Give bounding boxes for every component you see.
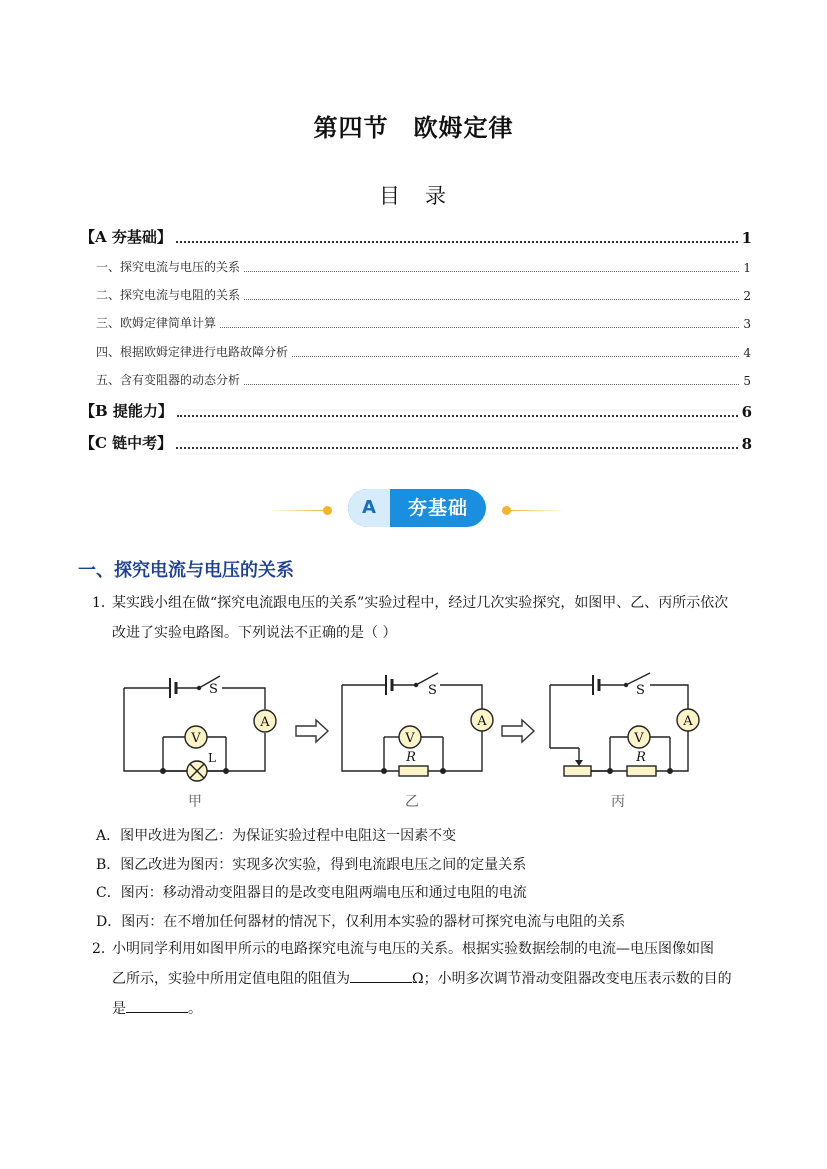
battery-icon bbox=[170, 678, 176, 698]
battery-icon bbox=[593, 675, 599, 695]
toc-entry-a2[interactable] bbox=[96, 286, 751, 303]
voltmeter-icon bbox=[628, 726, 650, 748]
toc-dot-leader bbox=[176, 447, 737, 449]
option-a[interactable]: A．图甲改进为图乙：为保证实验过程中电阻这一因素不变 bbox=[96, 828, 457, 844]
toc-entry-label: 三、欧姆定律简单计算 bbox=[96, 316, 217, 330]
banner-text: 夯基础 bbox=[407, 497, 468, 519]
toc-dot-leader bbox=[244, 271, 739, 272]
toc-page-number: 3 bbox=[743, 317, 751, 331]
section-banner bbox=[348, 489, 486, 527]
question-text: 小明同学利用如图甲所示的电路探究电流与电压的关系。根据实验数据绘制的电流—电压图像如图 bbox=[112, 941, 714, 957]
resistor-label: R bbox=[636, 750, 646, 765]
toc-entry-a[interactable] bbox=[80, 226, 752, 247]
toc-dot-leader bbox=[176, 241, 738, 243]
arrow-right-icon bbox=[502, 720, 534, 742]
toc-dot-leader bbox=[292, 356, 739, 357]
toc-entry-label: 二、探究电流与电阻的关系 bbox=[96, 288, 241, 302]
option-d[interactable]: D．图丙：在不增加任何器材的情况下，仅利用本实验的器材可探究电流与电阻的关系 bbox=[96, 913, 626, 930]
svg-text:A: A bbox=[260, 715, 270, 730]
question-2 bbox=[92, 934, 762, 1024]
toc-entry-a4[interactable] bbox=[96, 343, 751, 360]
option-c[interactable]: C．图丙：移动滑动变阻器目的是改变电阻两端电压和通过电阻的电流 bbox=[96, 885, 527, 901]
banner-dot-left bbox=[323, 506, 332, 515]
question-text: 。 bbox=[188, 1001, 202, 1017]
toc-entry-a1[interactable] bbox=[96, 258, 751, 275]
switch-label: S bbox=[209, 682, 218, 697]
ammeter-icon bbox=[254, 710, 276, 732]
question-number: 2． bbox=[92, 941, 115, 957]
svg-text:V: V bbox=[405, 731, 415, 746]
answer-blank[interactable] bbox=[126, 998, 188, 1013]
figure-label-jia: 甲 bbox=[188, 794, 202, 810]
arrow-right-icon bbox=[296, 720, 328, 742]
toc-dot-leader bbox=[220, 327, 739, 328]
page-title: 第四节 欧姆定律 bbox=[313, 113, 514, 142]
voltmeter-icon bbox=[185, 726, 207, 748]
figure-label-yi: 乙 bbox=[405, 794, 419, 810]
toc-entry-a3[interactable] bbox=[96, 314, 751, 331]
toc-page-number: 1 bbox=[741, 229, 752, 247]
banner-line-left bbox=[268, 510, 326, 511]
banner-line-right bbox=[508, 510, 566, 511]
resistor-icon bbox=[627, 766, 656, 776]
toc-dot-leader bbox=[177, 415, 738, 417]
toc-entry-label: 【B 提能力】 bbox=[80, 402, 173, 420]
question-1 bbox=[92, 588, 762, 648]
figure-label-bing: 丙 bbox=[611, 794, 625, 810]
resistor-icon bbox=[399, 766, 428, 776]
question-text: 小明多次调节滑动变阻器改变电压表示数的目的 bbox=[437, 971, 732, 987]
toc-entry-b[interactable] bbox=[80, 400, 752, 421]
toc-entry-label: 【C 链中考】 bbox=[80, 434, 173, 452]
toc-page-number: 8 bbox=[741, 435, 752, 453]
option-b[interactable]: B．图乙改进为图丙：实现多次实验，得到电流跟电压之间的定量关系 bbox=[96, 856, 527, 873]
toc-page-number: 2 bbox=[743, 289, 751, 303]
svg-text:V: V bbox=[634, 731, 644, 746]
question-1-options bbox=[96, 822, 625, 936]
toc-dot-leader bbox=[244, 384, 739, 385]
toc-heading: 目 录 bbox=[379, 184, 448, 208]
circuit-bing bbox=[550, 673, 688, 773]
toc-entry-label: 四、根据欧姆定律进行电路故障分析 bbox=[96, 345, 289, 359]
circuit-figure bbox=[110, 665, 710, 815]
unit-text: Ω； bbox=[412, 971, 438, 987]
switch-label: S bbox=[636, 683, 645, 698]
resistor-label: R bbox=[406, 750, 416, 765]
svg-text:A: A bbox=[683, 714, 693, 729]
question-text: 改进了实验电路图。下列说法不正确的是（ ） bbox=[112, 625, 397, 641]
question-text: 是 bbox=[112, 1001, 126, 1017]
answer-blank[interactable] bbox=[350, 968, 412, 983]
toc-page-number: 1 bbox=[743, 261, 751, 275]
toc-page-number: 6 bbox=[741, 403, 752, 421]
toc-page-number: 4 bbox=[743, 346, 751, 360]
switch-label: S bbox=[428, 683, 437, 698]
toc-entry-label: 五、含有变阻器的动态分析 bbox=[96, 373, 241, 387]
svg-text:V: V bbox=[191, 731, 201, 746]
ammeter-icon bbox=[677, 709, 699, 731]
ammeter-icon bbox=[471, 709, 493, 731]
question-text: 某实践小组在做“探究电流跟电压的关系”实验过程中，经过几次实验探究，如图甲、乙、丙所示依次 bbox=[112, 595, 729, 611]
battery-icon bbox=[386, 675, 392, 695]
lamp-label: L bbox=[208, 751, 216, 765]
voltmeter-icon bbox=[399, 726, 421, 748]
svg-text:A: A bbox=[477, 714, 487, 729]
toc-entry-label: 【A 夯基础】 bbox=[80, 228, 172, 246]
toc-entry-label: 一、探究电流与电压的关系 bbox=[96, 260, 241, 274]
toc-entry-c[interactable] bbox=[80, 432, 752, 453]
banner-letter: A bbox=[348, 489, 390, 527]
toc-entry-a5[interactable] bbox=[96, 371, 751, 388]
toc-dot-leader bbox=[244, 299, 739, 300]
section-title: 一、探究电流与电压的关系 bbox=[78, 560, 294, 581]
question-text: 乙所示，实验中所用定值电阻的阻值为 bbox=[112, 971, 350, 987]
question-number: 1． bbox=[92, 595, 115, 611]
circuit-jia bbox=[124, 676, 265, 773]
rheostat-icon bbox=[564, 748, 591, 776]
toc-page-number: 5 bbox=[743, 374, 751, 388]
lamp-icon bbox=[163, 761, 226, 781]
